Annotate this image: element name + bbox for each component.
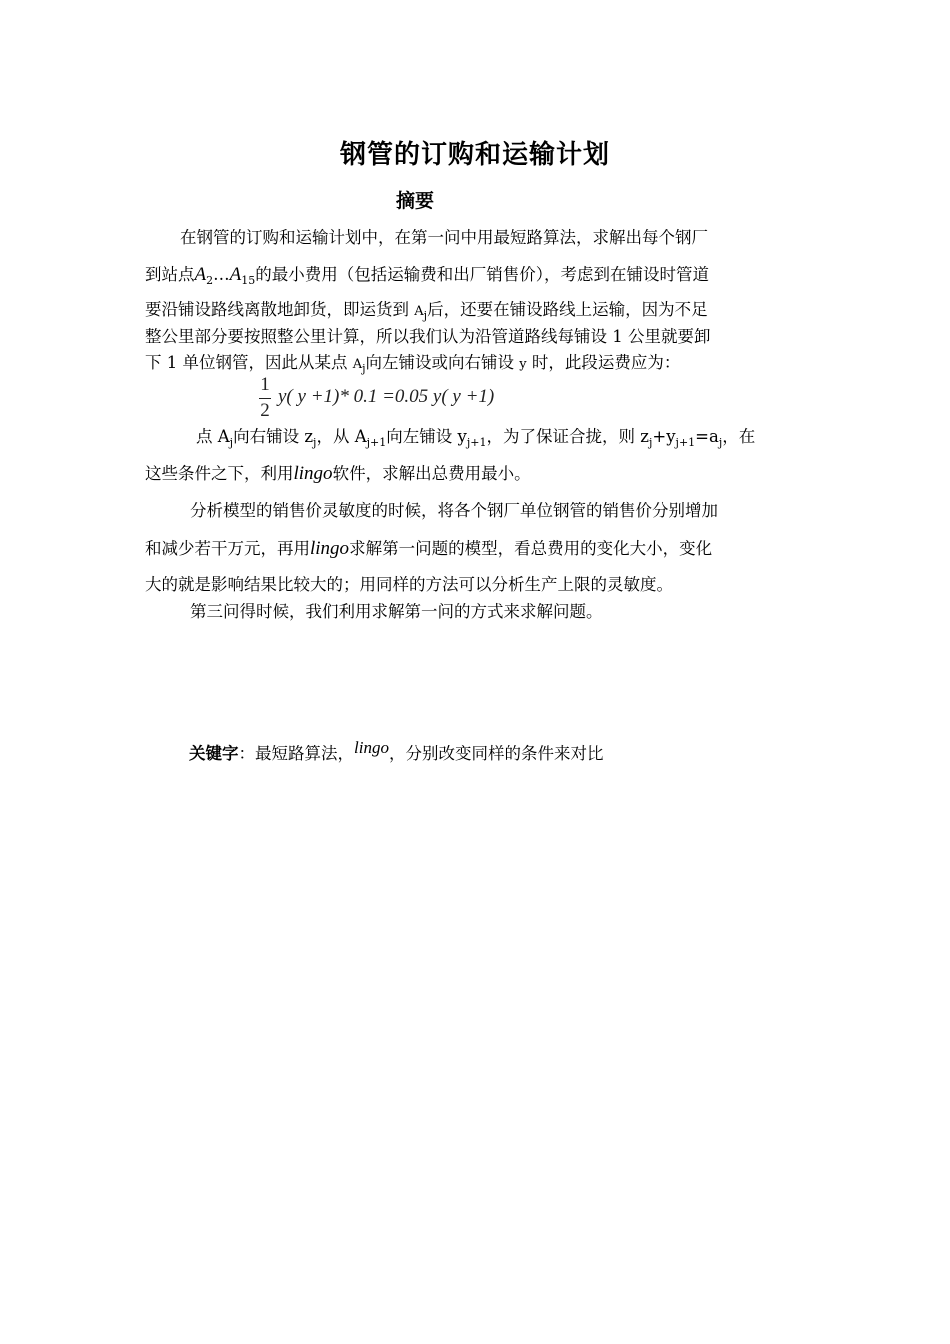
paragraph1-line5 [145, 351, 805, 381]
lingo-symbol: lingo [354, 738, 389, 757]
subscript: j [313, 436, 317, 449]
paragraph1-line3 [145, 298, 805, 328]
fraction-denominator: 2 [260, 400, 270, 421]
text-segment: ，在 [722, 427, 756, 446]
paragraph4-line1: 第三问得时候，我们利用求解第一问的方式来求解问题。 [190, 602, 603, 621]
fraction-numerator: 1 [260, 374, 270, 395]
paragraph2-line1 [196, 425, 805, 455]
paragraph1-line2 [145, 263, 805, 293]
paragraph1-line4: 整公里部分要按照整公里计算，所以我们认为沿管道路线每铺设 1 公里就要卸 [145, 327, 711, 346]
text-segment: 下 1 单位钢管，因此从某点 [145, 353, 353, 372]
text-segment: 求解第一问题的模型，看总费用的变化大小，变化 [349, 539, 713, 558]
subscript: j [648, 436, 653, 449]
text-segment: 和减少若干万元，再用 [145, 539, 310, 558]
subscript: j [362, 362, 366, 375]
subscript: 15 [241, 274, 256, 287]
document-title: 钢管的订购和运输计划 [339, 140, 610, 170]
keywords-label: 关键字 [189, 744, 239, 763]
paragraph3-line2 [145, 537, 805, 561]
text-segment: 时，此段运费应为： [526, 353, 681, 372]
paragraph2-line2 [145, 462, 805, 486]
paragraph3-line3: 大的就是影响结果比较大的；用同样的方法可以分析生产上限的灵敏度。 [145, 575, 673, 594]
paragraph1-line1: 在钢管的订购和运输计划中，在第一问中用最短路算法，求解出每个钢厂 [180, 228, 708, 247]
lingo-symbol: lingo [310, 538, 350, 559]
text-segment: 软件，求解出总费用最小。 [332, 464, 531, 483]
formula-expression: y( y +1)* 0.1 =0.05 y( y +1) [278, 386, 495, 407]
subscript: j [423, 309, 428, 322]
subscript: j [229, 436, 234, 449]
keywords-line [189, 738, 603, 764]
text-segment: 的最小费用（包括运输费和出厂销售价），考虑到在铺设时管道 [255, 265, 709, 284]
subscript: j+1 [366, 436, 387, 449]
fraction-bar [259, 398, 271, 399]
text-segment: 到站点 [145, 265, 195, 284]
text-segment: =a [695, 427, 719, 446]
text-segment: 向左铺设 y [386, 427, 467, 446]
math-symbol-a: A [229, 264, 242, 285]
abstract-heading: 摘要 [395, 190, 434, 212]
text-segment: +y [652, 427, 676, 446]
text-segment: 要沿铺设路线离散地卸货，即运货到 [145, 300, 415, 319]
text-segment: ，为了保证合拢，则 z [486, 427, 649, 446]
paragraph3-line1: 分析模型的销售价灵敏度的时候，将各个钢厂单位钢管的销售价分别增加 [190, 501, 718, 520]
subscript: j [718, 436, 723, 449]
text-segment: 向右铺设 z [233, 427, 314, 446]
text-segment: 后，还要在铺设路线上运输，因为不足 [427, 300, 708, 319]
subscript: j+1 [675, 436, 696, 449]
symbol-y: y [519, 357, 527, 372]
math-symbol-a: A [194, 264, 207, 285]
ellipsis: … [213, 265, 230, 284]
keyword-item: 最短路算法， [255, 744, 354, 763]
text-segment: 点 A [196, 427, 230, 446]
text-segment: ，从 A [316, 427, 367, 446]
symbol-a: A [352, 357, 363, 372]
text-segment: 这些条件之下，利用 [145, 464, 294, 483]
keywords-colon: ： [238, 744, 255, 763]
text-segment: 向左铺设或向右铺设 [365, 353, 520, 372]
keyword-item: ，分别改变同样的条件来对比 [388, 744, 604, 763]
lingo-symbol: lingo [293, 463, 333, 484]
subscript: j+1 [466, 436, 487, 449]
subscript: 2 [206, 274, 214, 287]
symbol-a: A [414, 304, 424, 319]
